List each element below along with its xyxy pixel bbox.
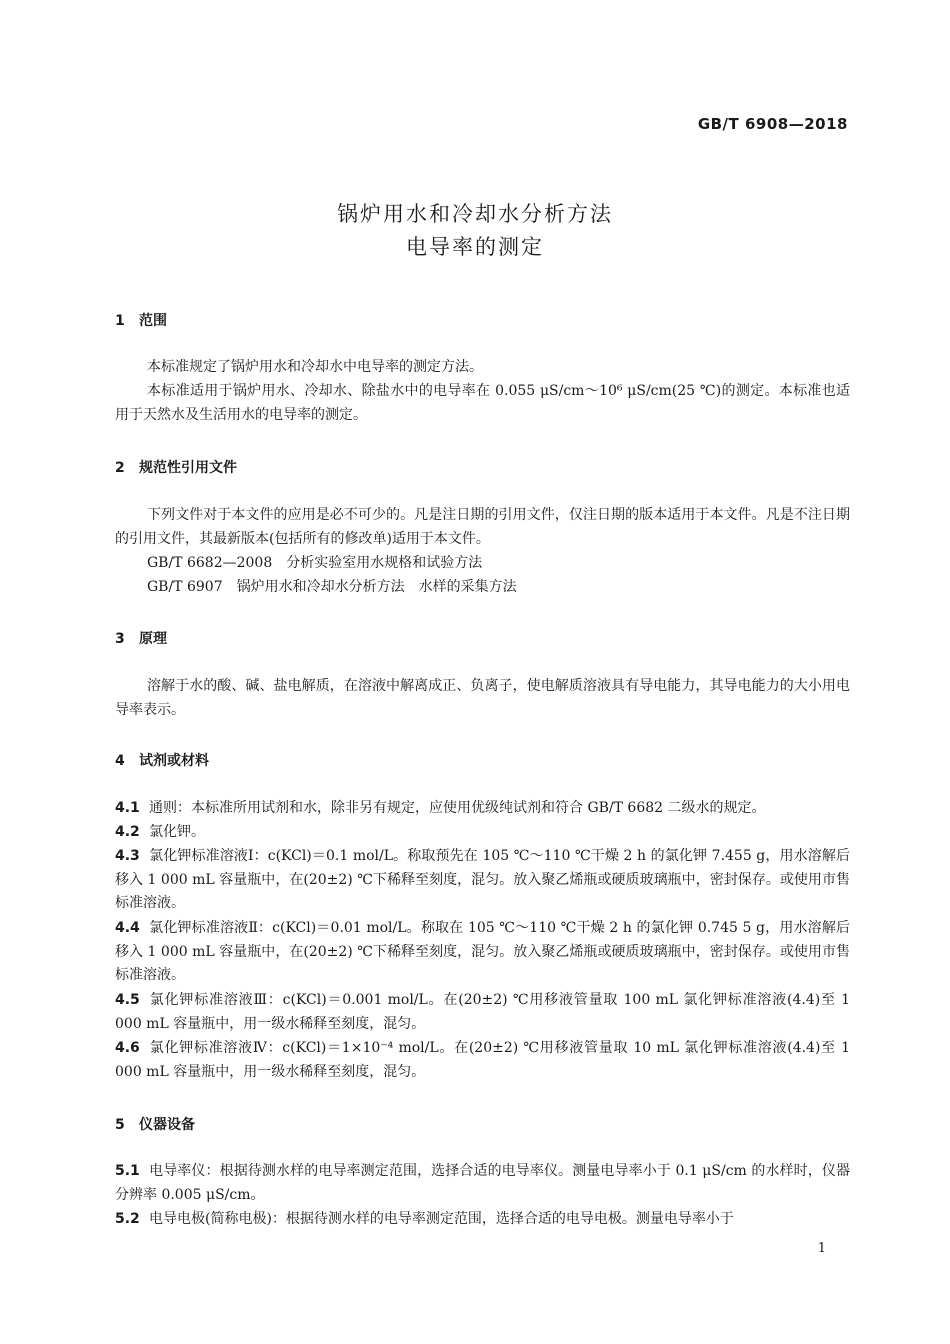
clause-text: 电导率仪：根据待测水样的电导率测定范围，选择合适的电导率仪。测量电导率小于 0.1 μS/cm 的水样时，仪器分辨率 0.005 μS/cm。	[115, 1163, 850, 1203]
clause-4-4	[115, 917, 850, 988]
section-number: 1	[115, 313, 125, 329]
clause-4-1	[115, 797, 850, 821]
clause-text: 电导电极(简称电极)：根据待测水样的电导率测定范围，选择合适的电导电极。测量电导率小于	[149, 1211, 734, 1227]
clause-text: 氯化钾标准溶液Ⅰ：c(KCl)＝0.1 mol/L。称取预先在 105 ℃～110 ℃干燥 2 h 的氯化钾 7.455 g，用水溶解后移入 1 000 mL 容量瓶中，在(20±2) ℃下稀释至刻度，混匀。放入聚乙烯瓶或硬质玻璃瓶中，密封保存。或使用市售标准溶液。	[115, 848, 850, 911]
clause-text: 通则：本标准所用试剂和水，除非另有规定，应使用优级纯试剂和符合 GB/T 6682 二级水的规定。	[149, 800, 766, 816]
section-4-heading	[115, 750, 209, 770]
section-number: 2	[115, 460, 125, 476]
document-title-line-1: 锅炉用水和冷却水分析方法	[337, 202, 613, 226]
clause-4-3	[115, 845, 850, 916]
section-3-heading	[115, 628, 167, 648]
section-2-paragraph-1: 下列文件对于本文件的应用是必不可少的。凡是注日期的引用文件，仅注日期的版本适用于本文件。凡是不注日期的引用文件，其最新版本(包括所有的修改单)适用于本文件。	[115, 507, 850, 547]
section-title: 试剂或材料	[139, 753, 209, 769]
section-1-heading	[115, 310, 167, 330]
clause-5-2	[115, 1208, 850, 1232]
clause-number: 4.5	[115, 992, 140, 1008]
clause-number: 4.2	[115, 824, 140, 840]
normative-reference-1: GB/T 6682—2008 分析实验室用水规格和试验方法	[147, 555, 483, 571]
document-title-line-2: 电导率的测定	[406, 235, 544, 259]
clause-text: 氯化钾。	[149, 824, 205, 840]
section-number: 5	[115, 1117, 125, 1133]
standard-code: GB/T 6908—2018	[697, 115, 848, 133]
clause-number: 4.6	[115, 1040, 140, 1056]
clause-text: 氯化钾标准溶液Ⅲ：c(KCl)＝0.001 mol/L。在(20±2) ℃用移液管量取 100 mL 氯化钾标准溶液(4.4)至 1 000 mL 容量瓶中，用一级水稀释至刻度，混匀。	[115, 992, 850, 1032]
section-1-paragraph-2: 本标准适用于锅炉用水、冷却水、除盐水中的电导率在 0.055 μS/cm～10⁶ μS/cm(25 ℃)的测定。本标准也适用于天然水及生活用水的电导率的测定。	[115, 383, 850, 423]
clause-number: 4.1	[115, 800, 140, 816]
clause-text: 氯化钾标准溶液Ⅳ：c(KCl)＝1×10⁻⁴ mol/L。在(20±2) ℃用移液管量取 10 mL 氯化钾标准溶液(4.4)至 1 000 mL 容量瓶中，用一级水稀释至刻度，混匀。	[115, 1040, 850, 1080]
section-2-heading	[115, 457, 237, 477]
clause-4-6	[115, 1037, 850, 1084]
section-title: 原理	[139, 631, 167, 647]
section-3-paragraph-1: 溶解于水的酸、碱、盐电解质，在溶液中解离成正、负离子，使电解质溶液具有导电能力，其导电能力的大小用电导率表示。	[115, 678, 850, 718]
page-number: 1	[817, 1241, 826, 1256]
clause-5-1	[115, 1160, 850, 1207]
clause-number: 5.1	[115, 1163, 140, 1179]
clause-number: 5.2	[115, 1211, 140, 1227]
section-title: 范围	[139, 313, 167, 329]
section-1-paragraph-1: 本标准规定了锅炉用水和冷却水中电导率的测定方法。	[147, 359, 483, 375]
clause-text: 氯化钾标准溶液Ⅱ：c(KCl)＝0.01 mol/L。称取在 105 ℃～110 ℃干燥 2 h 的氯化钾 0.745 5 g，用水溶解后移入 1 000 mL 容量瓶中，在(20±2) ℃下稀释至刻度，混匀。放入聚乙烯瓶或硬质玻璃瓶中，密封保存。或使用市售标准溶液。	[115, 920, 850, 983]
section-number: 3	[115, 631, 125, 647]
section-title: 规范性引用文件	[139, 460, 237, 476]
clause-number: 4.3	[115, 848, 140, 864]
clause-4-5	[115, 989, 850, 1036]
section-number: 4	[115, 753, 125, 769]
normative-reference-2: GB/T 6907 锅炉用水和冷却水分析方法 水样的采集方法	[147, 579, 517, 595]
section-title: 仪器设备	[139, 1117, 195, 1133]
section-5-heading	[115, 1114, 195, 1134]
clause-4-2	[115, 821, 850, 845]
clause-number: 4.4	[115, 920, 140, 936]
